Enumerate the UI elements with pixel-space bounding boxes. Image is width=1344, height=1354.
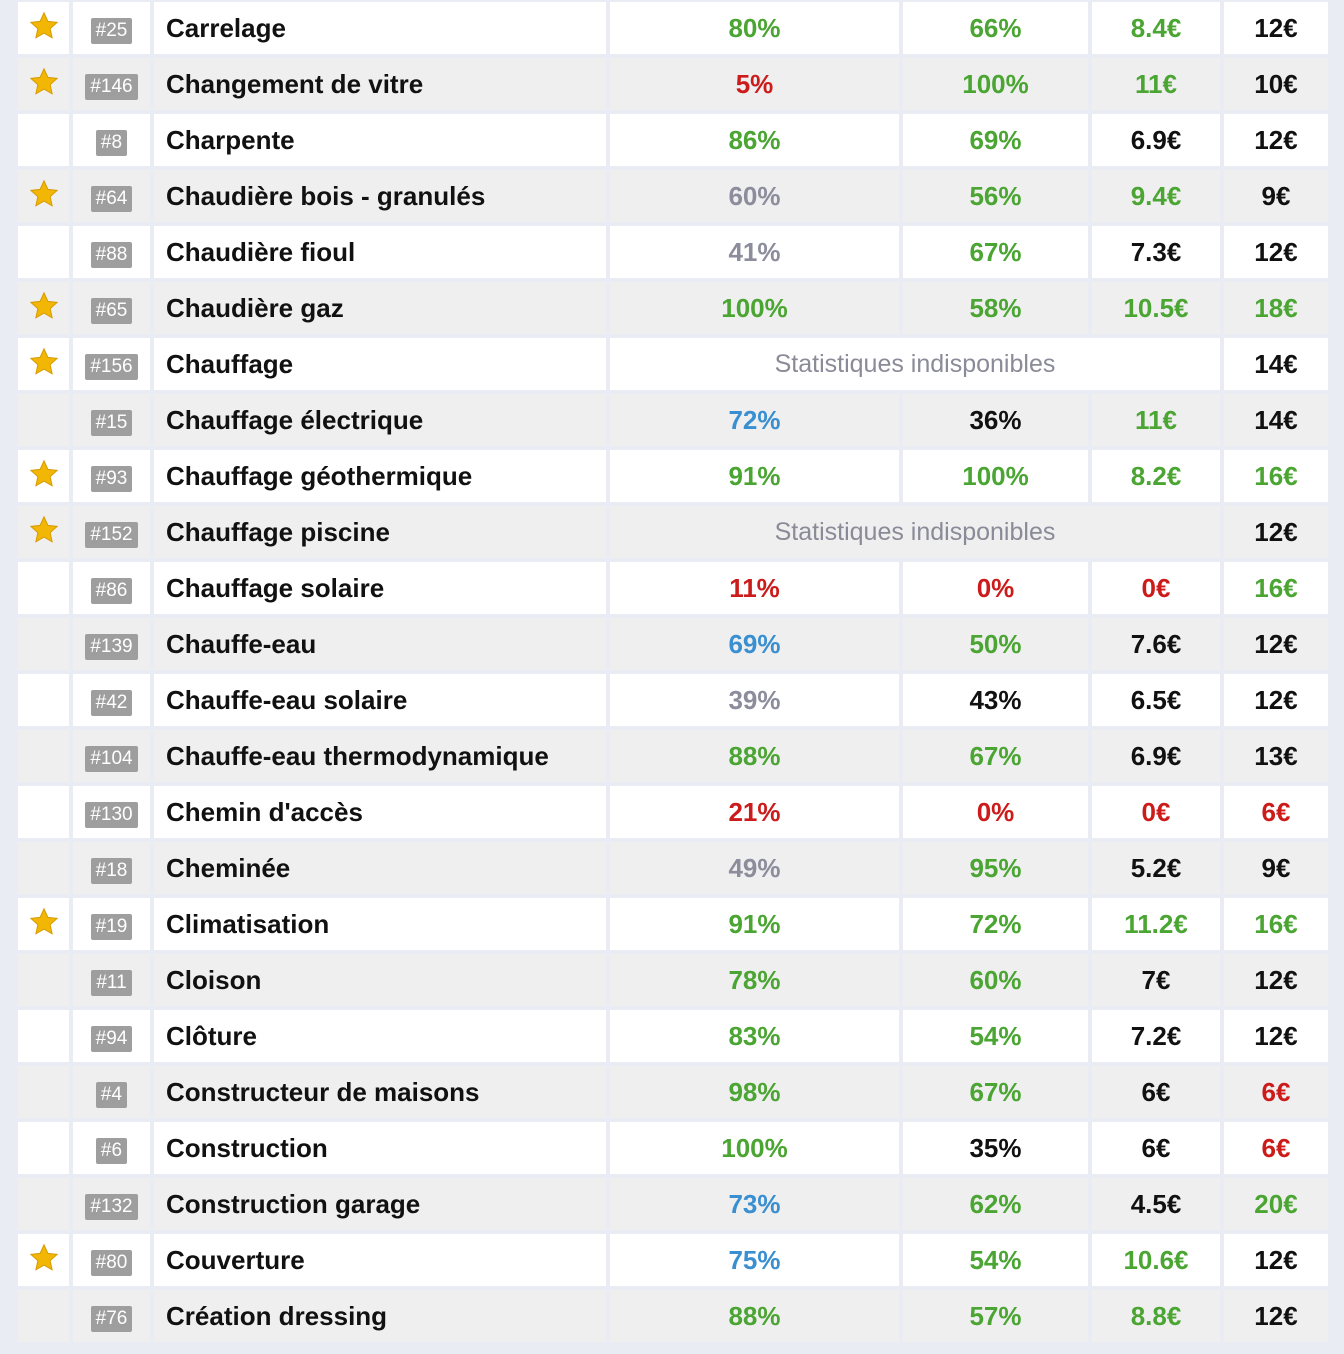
stat-percent-1: 100%: [610, 282, 899, 334]
table-row[interactable]: [18, 394, 1328, 446]
category-name[interactable]: Carrelage: [154, 2, 606, 54]
price-cell: 18€: [1224, 282, 1328, 334]
category-name[interactable]: Chauffage électrique: [154, 394, 606, 446]
stat-percent-2: 100%: [903, 450, 1088, 502]
stat-percent-1: 60%: [610, 170, 899, 222]
favorite-cell[interactable]: [18, 954, 69, 1006]
stat-amount: 6.5€: [1092, 674, 1220, 726]
stat-percent-1: 73%: [610, 1178, 899, 1230]
rank-cell: [73, 1122, 150, 1174]
category-name[interactable]: Chauffe-eau: [154, 618, 606, 670]
stat-percent-1: 49%: [610, 842, 899, 894]
stat-percent-2: 35%: [903, 1122, 1088, 1174]
rank-badge: #4: [96, 1082, 127, 1108]
rank-cell: [73, 898, 150, 950]
stat-amount: 7.6€: [1092, 618, 1220, 670]
stat-percent-1: 88%: [610, 730, 899, 782]
stat-amount: 8.2€: [1092, 450, 1220, 502]
category-name[interactable]: Couverture: [154, 1234, 606, 1286]
table-row[interactable]: [18, 898, 1328, 950]
favorite-cell[interactable]: [18, 114, 69, 166]
price-cell: 12€: [1224, 114, 1328, 166]
stat-amount: 7.2€: [1092, 1010, 1220, 1062]
rank-cell: [73, 394, 150, 446]
rank-cell: [73, 674, 150, 726]
stat-percent-2: 67%: [903, 1066, 1088, 1118]
rank-cell: [73, 1010, 150, 1062]
favorite-cell[interactable]: [18, 58, 69, 110]
rank-cell: [73, 730, 150, 782]
price-cell: 20€: [1224, 1178, 1328, 1230]
table-row[interactable]: [18, 562, 1328, 614]
favorite-cell[interactable]: [18, 1234, 69, 1286]
rank-badge: #64: [91, 186, 133, 212]
category-name[interactable]: Chaudière bois - granulés: [154, 170, 606, 222]
rank-badge: #19: [91, 914, 133, 940]
stat-amount: 11.2€: [1092, 898, 1220, 950]
price-cell: 9€: [1224, 842, 1328, 894]
stat-percent-1: 39%: [610, 674, 899, 726]
price-cell: 12€: [1224, 1010, 1328, 1062]
stat-amount: 9.4€: [1092, 170, 1220, 222]
favorite-cell[interactable]: [18, 1290, 69, 1342]
category-name[interactable]: Cheminée: [154, 842, 606, 894]
category-name[interactable]: Chauffage: [154, 338, 606, 390]
stat-percent-1: 41%: [610, 226, 899, 278]
favorite-cell[interactable]: [18, 450, 69, 502]
stat-amount: 6€: [1092, 1122, 1220, 1174]
stat-percent-2: 0%: [903, 786, 1088, 838]
rank-cell: [73, 842, 150, 894]
stat-percent-1: 88%: [610, 1290, 899, 1342]
table-row[interactable]: [18, 282, 1328, 334]
rank-cell: [73, 226, 150, 278]
category-name[interactable]: Chauffe-eau thermodynamique: [154, 730, 606, 782]
stat-amount: 6.9€: [1092, 730, 1220, 782]
stat-percent-2: 67%: [903, 226, 1088, 278]
table-row[interactable]: [18, 1290, 1328, 1342]
rank-cell: [73, 506, 150, 558]
price-cell: 14€: [1224, 338, 1328, 390]
favorite-cell[interactable]: [18, 1066, 69, 1118]
stat-amount: 6€: [1092, 1066, 1220, 1118]
stat-percent-2: 60%: [903, 954, 1088, 1006]
rank-badge: #86: [91, 578, 133, 604]
price-cell: 16€: [1224, 898, 1328, 950]
table-row[interactable]: [18, 1010, 1328, 1062]
table-row[interactable]: [18, 58, 1328, 110]
favorite-cell[interactable]: [18, 842, 69, 894]
price-cell: 12€: [1224, 1290, 1328, 1342]
price-cell: 9€: [1224, 170, 1328, 222]
stat-amount: 7€: [1092, 954, 1220, 1006]
category-name[interactable]: Clôture: [154, 1010, 606, 1062]
category-name[interactable]: Chauffage géothermique: [154, 450, 606, 502]
stat-amount: 8.4€: [1092, 2, 1220, 54]
table-row[interactable]: [18, 338, 1328, 390]
stat-percent-2: 72%: [903, 898, 1088, 950]
stat-percent-2: 62%: [903, 1178, 1088, 1230]
price-cell: 14€: [1224, 394, 1328, 446]
rank-badge: #94: [91, 1026, 133, 1052]
category-name[interactable]: Chaudière gaz: [154, 282, 606, 334]
category-name[interactable]: Chauffage piscine: [154, 506, 606, 558]
price-cell: 16€: [1224, 450, 1328, 502]
stats-unavailable: Statistiques indisponibles: [610, 506, 1220, 558]
price-cell: 16€: [1224, 562, 1328, 614]
price-cell: 13€: [1224, 730, 1328, 782]
stat-percent-1: 72%: [610, 394, 899, 446]
rank-badge: #11: [91, 970, 131, 996]
stat-percent-2: 54%: [903, 1010, 1088, 1062]
price-cell: 12€: [1224, 506, 1328, 558]
stat-percent-1: 75%: [610, 1234, 899, 1286]
stat-amount: 5.2€: [1092, 842, 1220, 894]
category-name[interactable]: Chauffage solaire: [154, 562, 606, 614]
price-cell: 12€: [1224, 226, 1328, 278]
stat-percent-1: 80%: [610, 2, 899, 54]
stat-percent-2: 66%: [903, 2, 1088, 54]
rank-badge: #18: [91, 858, 133, 884]
rank-cell: [73, 282, 150, 334]
category-name[interactable]: Création dressing: [154, 1290, 606, 1342]
stat-percent-1: 100%: [610, 1122, 899, 1174]
rank-badge: #93: [91, 466, 133, 492]
rank-badge: #104: [85, 746, 137, 772]
stat-amount: 8.8€: [1092, 1290, 1220, 1342]
stat-percent-2: 36%: [903, 394, 1088, 446]
table-row[interactable]: [18, 1122, 1328, 1174]
category-name[interactable]: Chauffe-eau solaire: [154, 674, 606, 726]
rank-badge: #8: [96, 130, 127, 156]
stat-percent-2: 100%: [903, 58, 1088, 110]
category-name[interactable]: Chaudière fioul: [154, 226, 606, 278]
table-row[interactable]: [18, 1066, 1328, 1118]
rank-badge: #156: [85, 354, 137, 380]
favorite-cell[interactable]: [18, 1178, 69, 1230]
favorite-cell[interactable]: [18, 674, 69, 726]
rank-badge: #132: [85, 1194, 137, 1220]
category-name[interactable]: Construction: [154, 1122, 606, 1174]
stat-percent-2: 43%: [903, 674, 1088, 726]
favorite-cell[interactable]: [18, 282, 69, 334]
price-cell: 12€: [1224, 618, 1328, 670]
stat-percent-2: 56%: [903, 170, 1088, 222]
favorite-cell[interactable]: [18, 618, 69, 670]
star-icon: [29, 907, 59, 937]
rank-cell: [73, 1290, 150, 1342]
table-row[interactable]: [18, 114, 1328, 166]
rank-cell: [73, 954, 150, 1006]
table-row[interactable]: [18, 618, 1328, 670]
table-body: [18, 2, 1328, 1342]
table-row[interactable]: [18, 226, 1328, 278]
favorite-cell[interactable]: [18, 506, 69, 558]
stat-percent-1: 98%: [610, 1066, 899, 1118]
table-row[interactable]: [18, 954, 1328, 1006]
table-row[interactable]: [18, 842, 1328, 894]
category-name[interactable]: Climatisation: [154, 898, 606, 950]
star-icon: [29, 179, 59, 209]
rank-badge: #15: [91, 410, 133, 436]
category-name[interactable]: Chemin d'accès: [154, 786, 606, 838]
star-icon: [29, 515, 59, 545]
price-cell: 6€: [1224, 786, 1328, 838]
favorite-cell[interactable]: [18, 898, 69, 950]
rank-cell: [73, 170, 150, 222]
star-icon: [29, 11, 59, 41]
table-row[interactable]: [18, 1178, 1328, 1230]
table-row[interactable]: [18, 506, 1328, 558]
stat-amount: 0€: [1092, 562, 1220, 614]
stat-percent-2: 57%: [903, 1290, 1088, 1342]
rank-badge: #6: [96, 1138, 127, 1164]
rank-badge: #88: [91, 242, 133, 268]
price-cell: 12€: [1224, 1234, 1328, 1286]
stat-percent-1: 91%: [610, 898, 899, 950]
table-row[interactable]: [18, 170, 1328, 222]
favorite-cell[interactable]: [18, 394, 69, 446]
category-stats-table: [14, 0, 1332, 1346]
star-icon: [29, 459, 59, 489]
table-row[interactable]: [18, 674, 1328, 726]
stat-percent-1: 21%: [610, 786, 899, 838]
rank-cell: [73, 338, 150, 390]
rank-cell: [73, 58, 150, 110]
stat-amount: 6.9€: [1092, 114, 1220, 166]
table-row[interactable]: [18, 450, 1328, 502]
rank-badge: #42: [91, 690, 133, 716]
stat-percent-1: 11%: [610, 562, 899, 614]
favorite-cell[interactable]: [18, 338, 69, 390]
stat-percent-1: 86%: [610, 114, 899, 166]
category-name[interactable]: Constructeur de maisons: [154, 1066, 606, 1118]
rank-badge: #139: [85, 634, 137, 660]
favorite-cell[interactable]: [18, 226, 69, 278]
stat-percent-1: 83%: [610, 1010, 899, 1062]
star-icon: [29, 67, 59, 97]
rank-cell: [73, 1234, 150, 1286]
price-cell: 6€: [1224, 1066, 1328, 1118]
price-cell: 6€: [1224, 1122, 1328, 1174]
rank-badge: #80: [91, 1250, 133, 1276]
rank-badge: #146: [85, 74, 137, 100]
rank-badge: #76: [91, 1306, 133, 1332]
favorite-cell[interactable]: [18, 730, 69, 782]
favorite-cell[interactable]: [18, 1010, 69, 1062]
stat-percent-1: 91%: [610, 450, 899, 502]
star-icon: [29, 347, 59, 377]
rank-badge: #25: [91, 18, 133, 44]
price-cell: 12€: [1224, 954, 1328, 1006]
stat-amount: 10.5€: [1092, 282, 1220, 334]
stat-amount: 11€: [1092, 394, 1220, 446]
rank-badge: #152: [85, 522, 137, 548]
stat-amount: 0€: [1092, 786, 1220, 838]
stat-amount: 10.6€: [1092, 1234, 1220, 1286]
category-name[interactable]: Changement de vitre: [154, 58, 606, 110]
price-cell: 10€: [1224, 58, 1328, 110]
star-icon: [29, 291, 59, 321]
favorite-cell[interactable]: [18, 170, 69, 222]
table-row[interactable]: [18, 2, 1328, 54]
stat-percent-2: 54%: [903, 1234, 1088, 1286]
rank-cell: [73, 1178, 150, 1230]
table-row[interactable]: [18, 1234, 1328, 1286]
stats-unavailable: Statistiques indisponibles: [610, 338, 1220, 390]
favorite-cell[interactable]: [18, 786, 69, 838]
category-name[interactable]: Cloison: [154, 954, 606, 1006]
rank-cell: [73, 450, 150, 502]
stat-amount: 7.3€: [1092, 226, 1220, 278]
price-cell: 12€: [1224, 2, 1328, 54]
stat-percent-1: 69%: [610, 618, 899, 670]
favorite-cell[interactable]: [18, 562, 69, 614]
table-row[interactable]: [18, 730, 1328, 782]
rank-cell: [73, 786, 150, 838]
category-name[interactable]: Charpente: [154, 114, 606, 166]
stat-amount: 11€: [1092, 58, 1220, 110]
favorite-cell[interactable]: [18, 2, 69, 54]
stat-percent-2: 58%: [903, 282, 1088, 334]
stat-percent-2: 0%: [903, 562, 1088, 614]
stat-percent-2: 95%: [903, 842, 1088, 894]
price-cell: 12€: [1224, 674, 1328, 726]
category-name[interactable]: Construction garage: [154, 1178, 606, 1230]
rank-cell: [73, 2, 150, 54]
rank-cell: [73, 562, 150, 614]
stat-percent-2: 50%: [903, 618, 1088, 670]
rank-badge: #130: [85, 802, 137, 828]
stat-percent-2: 67%: [903, 730, 1088, 782]
stat-percent-2: 69%: [903, 114, 1088, 166]
favorite-cell[interactable]: [18, 1122, 69, 1174]
star-icon: [29, 1243, 59, 1273]
stat-percent-1: 5%: [610, 58, 899, 110]
rank-cell: [73, 618, 150, 670]
rank-cell: [73, 114, 150, 166]
rank-cell: [73, 1066, 150, 1118]
stat-percent-1: 78%: [610, 954, 899, 1006]
table-row[interactable]: [18, 786, 1328, 838]
stat-amount: 4.5€: [1092, 1178, 1220, 1230]
rank-badge: #65: [91, 298, 133, 324]
